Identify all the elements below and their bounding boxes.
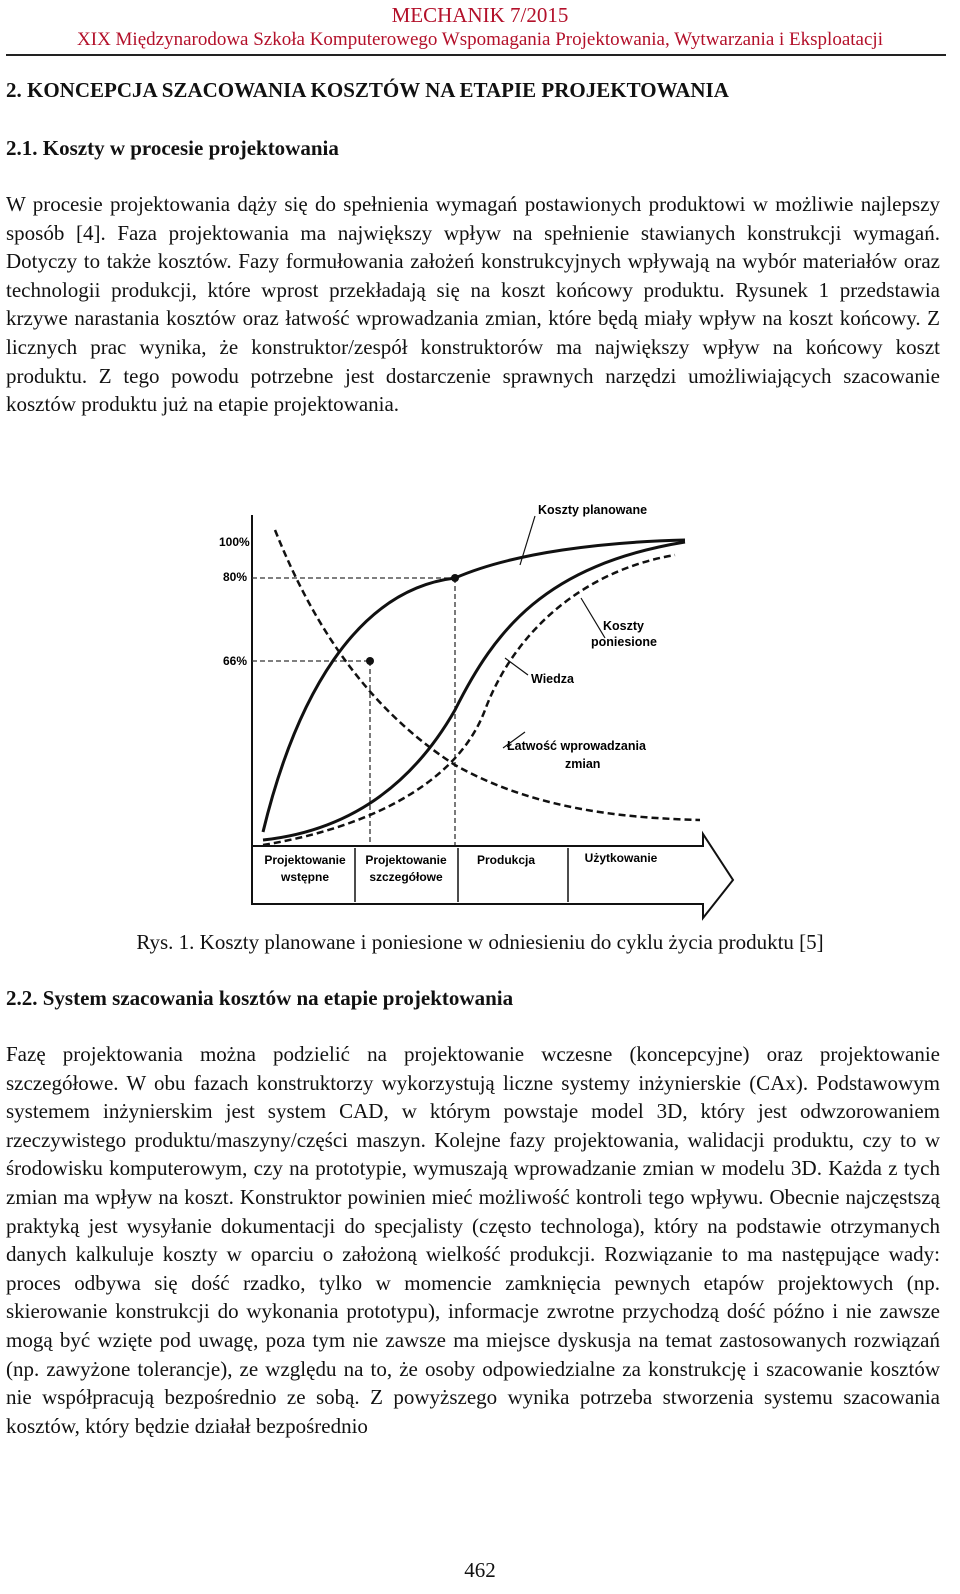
- running-header: [0, 2, 960, 52]
- label-knowledge: Wiedza: [531, 672, 574, 686]
- subsection-1-title: 2.1. Koszty w procesie projektowania: [6, 136, 339, 160]
- phase-4-label: Użytkowanie: [584, 851, 658, 865]
- page-number: 462: [464, 1558, 496, 1582]
- subsection-2-title: 2.2. System szacowania kosztów na etapie projektowania: [6, 986, 514, 1010]
- label-planned-costs: Koszty planowane: [538, 503, 648, 517]
- figure-cost-curves: [205, 480, 735, 925]
- phase-3-label: Produkcja: [476, 853, 536, 867]
- cost-curves-diagram: [205, 480, 735, 925]
- label-incurred-costs-2: poniesione: [591, 635, 657, 649]
- subsection-2-paragraph: Fazę projektowania można podzielić na projektowanie wczesne (koncepcyjne) oraz projektowanie szczegółowe. W obu fazach konstruktorzy wykorzystują liczne systemy inżynierskie (CAx). Podstawowym systemem inżynierskim jest system CAD, w którym powstaje model 3D, który jest odwzorowaniem rzeczywistego produktu/maszyny/części maszyn. Kolejne fazy projektowania, walidacji produktu, czy to w środowisku komputerowym, czy na prototypie, wymuszają wprowadzanie zmian w modelu 3D. Każda z tych zmian ma wpływ na koszt. Konstruktor powinien mieć możliwość kontroli tego wpływu. Obecnie najczęstszą praktyką jest wysyłanie dokumentacji do specjalisty (często technologa), który na podstawie otrzymanych danych kalkuluje koszty w oparciu o założoną wielkość produkcji. Rozwiązanie to ma następujące wady: proces odbywa się dość rzadko, tylko w momencie zamknięcia pewnych etapów projektowych (np. skierowanie konstrukcji do wykonania prototypu), informacje zwrotne przychodzą dość późno i nie zawsze mogą być wzięte pod uwagę, poza tym nie zawsze ma miejsce dyskusja na temat zastosowanych rozwiązań (np. zawyżone tolerancje), ze względu na to, że osoby odpowiedzialne za konstrukcję i szacowanie kosztów nie współpracują bezpośrednio ze sobą. Z powyższego wynika potrzeba stworzenia systemu szacowania kosztów, który będzie działał bezpośrednio: [6, 1042, 940, 1438]
- knowledge-curve: [263, 555, 675, 845]
- phase-1-line-1: Projektowanie: [264, 853, 346, 867]
- figure-caption: Rys. 1. Koszty planowane i poniesione w odniesieniu do cyklu życia produktu [5]: [136, 930, 824, 954]
- subsection-1-paragraph: W procesie projektowania dąży się do spełnienia wymagań postawionych produktowi w możliwie najlepszy sposób [4]. Faza projektowania ma największy wpływ na spełnienie stawianych konstrukcji wymagań. Dotyczy to także kosztów. Fazy formułowania założeń konstrukcyjnych wpływają na wybór materiałów oraz technologii produkcji, które wprost przekładają się na koszt końcowy produktu. Rysunek 1 przedstawia krzywe narastania kosztów oraz łatwość wprowadzania zmian, które będą miały wpływ na koszt końcowy. Z licznych prac wynika, że konstruktor/zespół konstruktorów ma największy wpływ na końcowy koszt produktu. Z tego powodu potrzebne jest dostarczenie sprawnych narzędzi umożliwiających szacowanie kosztów produktu już na etapie projektowania.: [6, 192, 940, 417]
- y-tick-66: 66%: [223, 654, 248, 668]
- pointer-knowledge: [505, 658, 528, 675]
- conference-name: XIX Międzynarodowa Szkoła Komputerowego Wspomagania Projektowania, Wytwarzania i Eksploatacji: [77, 29, 883, 50]
- journal-name: MECHANIK 7/2015: [391, 3, 569, 27]
- label-incurred-costs-1: Koszty: [603, 619, 644, 633]
- phase-1-line-2: wstępne: [280, 870, 330, 884]
- phase-2-line-1: Projektowanie: [365, 853, 447, 867]
- y-tick-80: 80%: [223, 570, 248, 584]
- y-tick-100: 100%: [219, 535, 250, 549]
- marker-dot-66: [366, 657, 374, 665]
- phase-2-line-2: szczegółowe: [369, 870, 443, 884]
- planned-costs-curve: [263, 540, 685, 832]
- label-ease-1: Łatwość wprowadzania: [507, 739, 646, 753]
- section-title: 2. KONCEPCJA SZACOWANIA KOSZTÓW NA ETAPIE PROJEKTOWANIA: [6, 78, 729, 102]
- incurred-costs-curve: [263, 542, 685, 840]
- ease-of-change-curve: [275, 530, 700, 820]
- pointer-incurred: [581, 598, 605, 638]
- header-divider: [6, 54, 946, 56]
- label-ease-2: zmian: [565, 757, 601, 771]
- marker-dot-80: [451, 574, 459, 582]
